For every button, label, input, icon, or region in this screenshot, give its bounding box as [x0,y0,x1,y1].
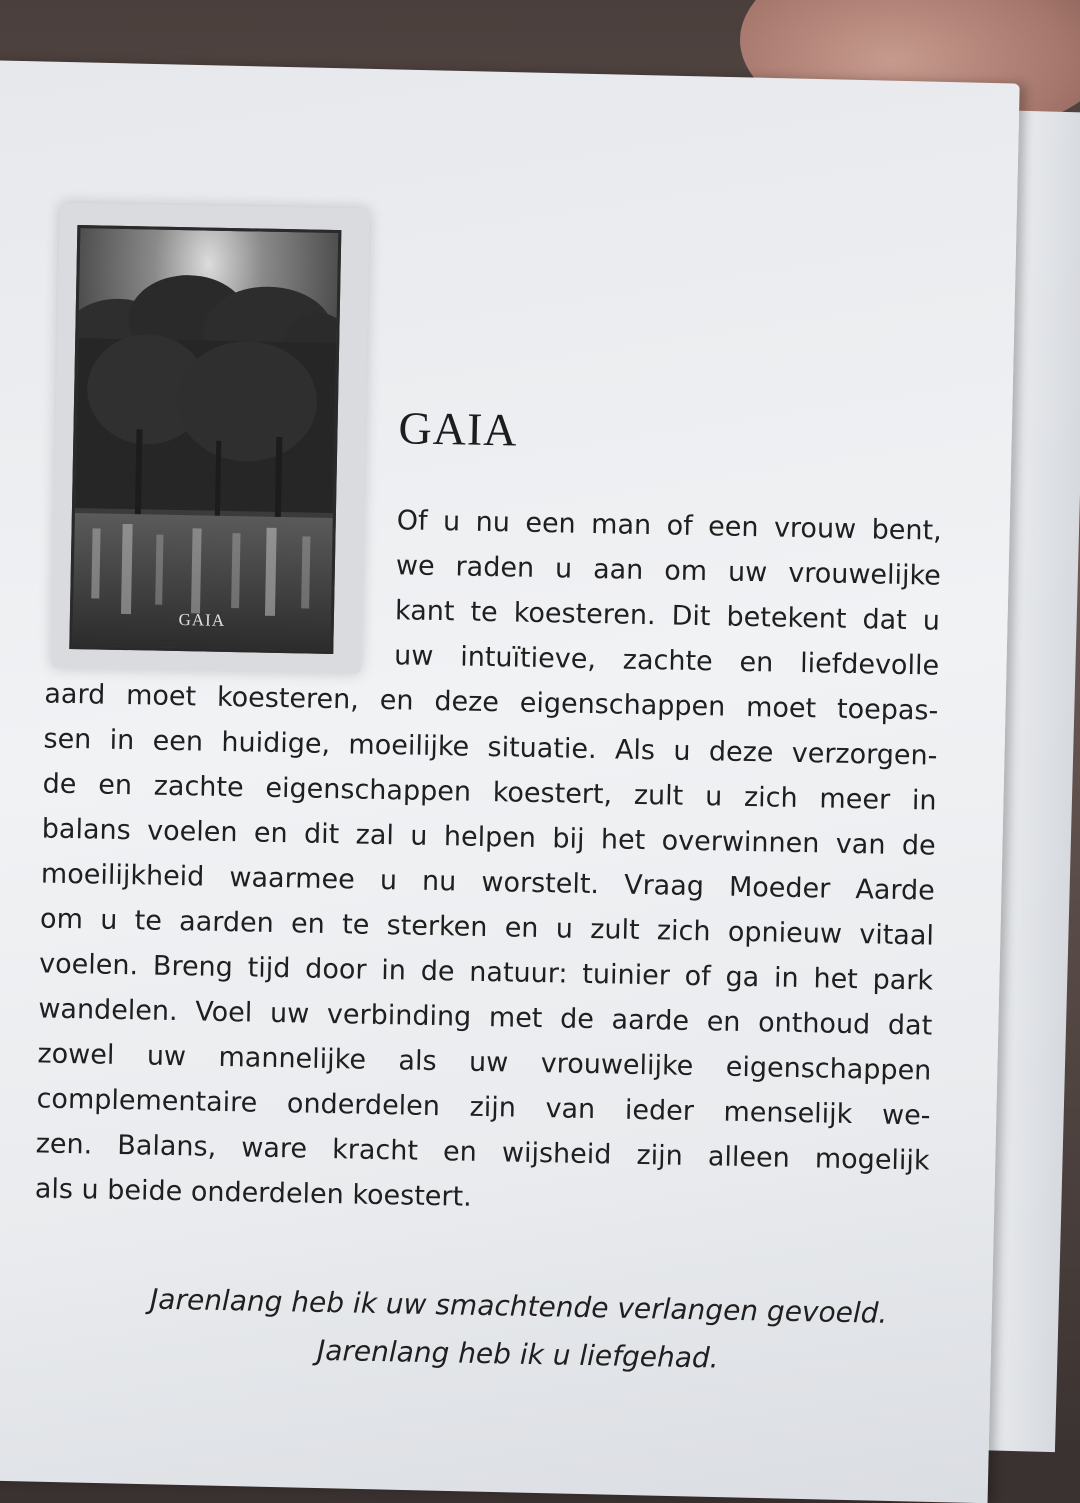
body-line: wandelen. Voel uw verbinding met de aarde en onthoud dat [38,993,933,1042]
card-label: GAIA [178,610,226,630]
body-line: als u beide onderdelen koestert. [34,1173,473,1213]
body-line: voelen. Breng tijd door in de natuur: tuinier of ga in het park [38,948,934,997]
body-line: uw intuïtieve, zachte en liefdevolle [393,640,940,682]
oracle-card [51,203,370,674]
body-line: Of u nu een man of een vrouw bent, [396,505,942,547]
body-line: complementaire onderdelen zijn van ieder menselijk we- [36,1083,931,1132]
quote-line: Jarenlang heb ik uw smachtende verlangen gevoeld. [149,1282,888,1330]
forest-image [72,228,338,651]
body-line: kant te koesteren. Dit betekent dat u [394,595,941,637]
body-line: we raden u aan om uw vrouwelijke [395,550,942,592]
card-illustration [69,225,341,654]
body-line: de en zachte eigenschappen koestert, zult u zich meer in [42,768,937,817]
body-line: om u te aarden en te sterken en u zult zich opnieuw vitaal [39,903,935,952]
body-line: sen in een huidige, moeilijke situatie. Als u deze verzorgen- [43,723,938,772]
body-line: zowel uw mannelijke als uw vrouwelijke eigenschappen [37,1038,932,1087]
body-line: balans voelen en dit zal u helpen bij het overwinnen van de [41,813,936,862]
body-line: aard moet koesteren, en deze eigenschappen moet toepas- [44,678,939,727]
body-line: zen. Balans, ware kracht en wijsheid zijn alleen mogelijk [35,1128,930,1177]
quote-line: Jarenlang heb ik u liefgehad. [316,1333,719,1375]
page-title: GAIA [398,402,519,456]
body-line: moeilijkheid waarmee u nu worstelt. Vraag Moeder Aarde [40,858,936,907]
